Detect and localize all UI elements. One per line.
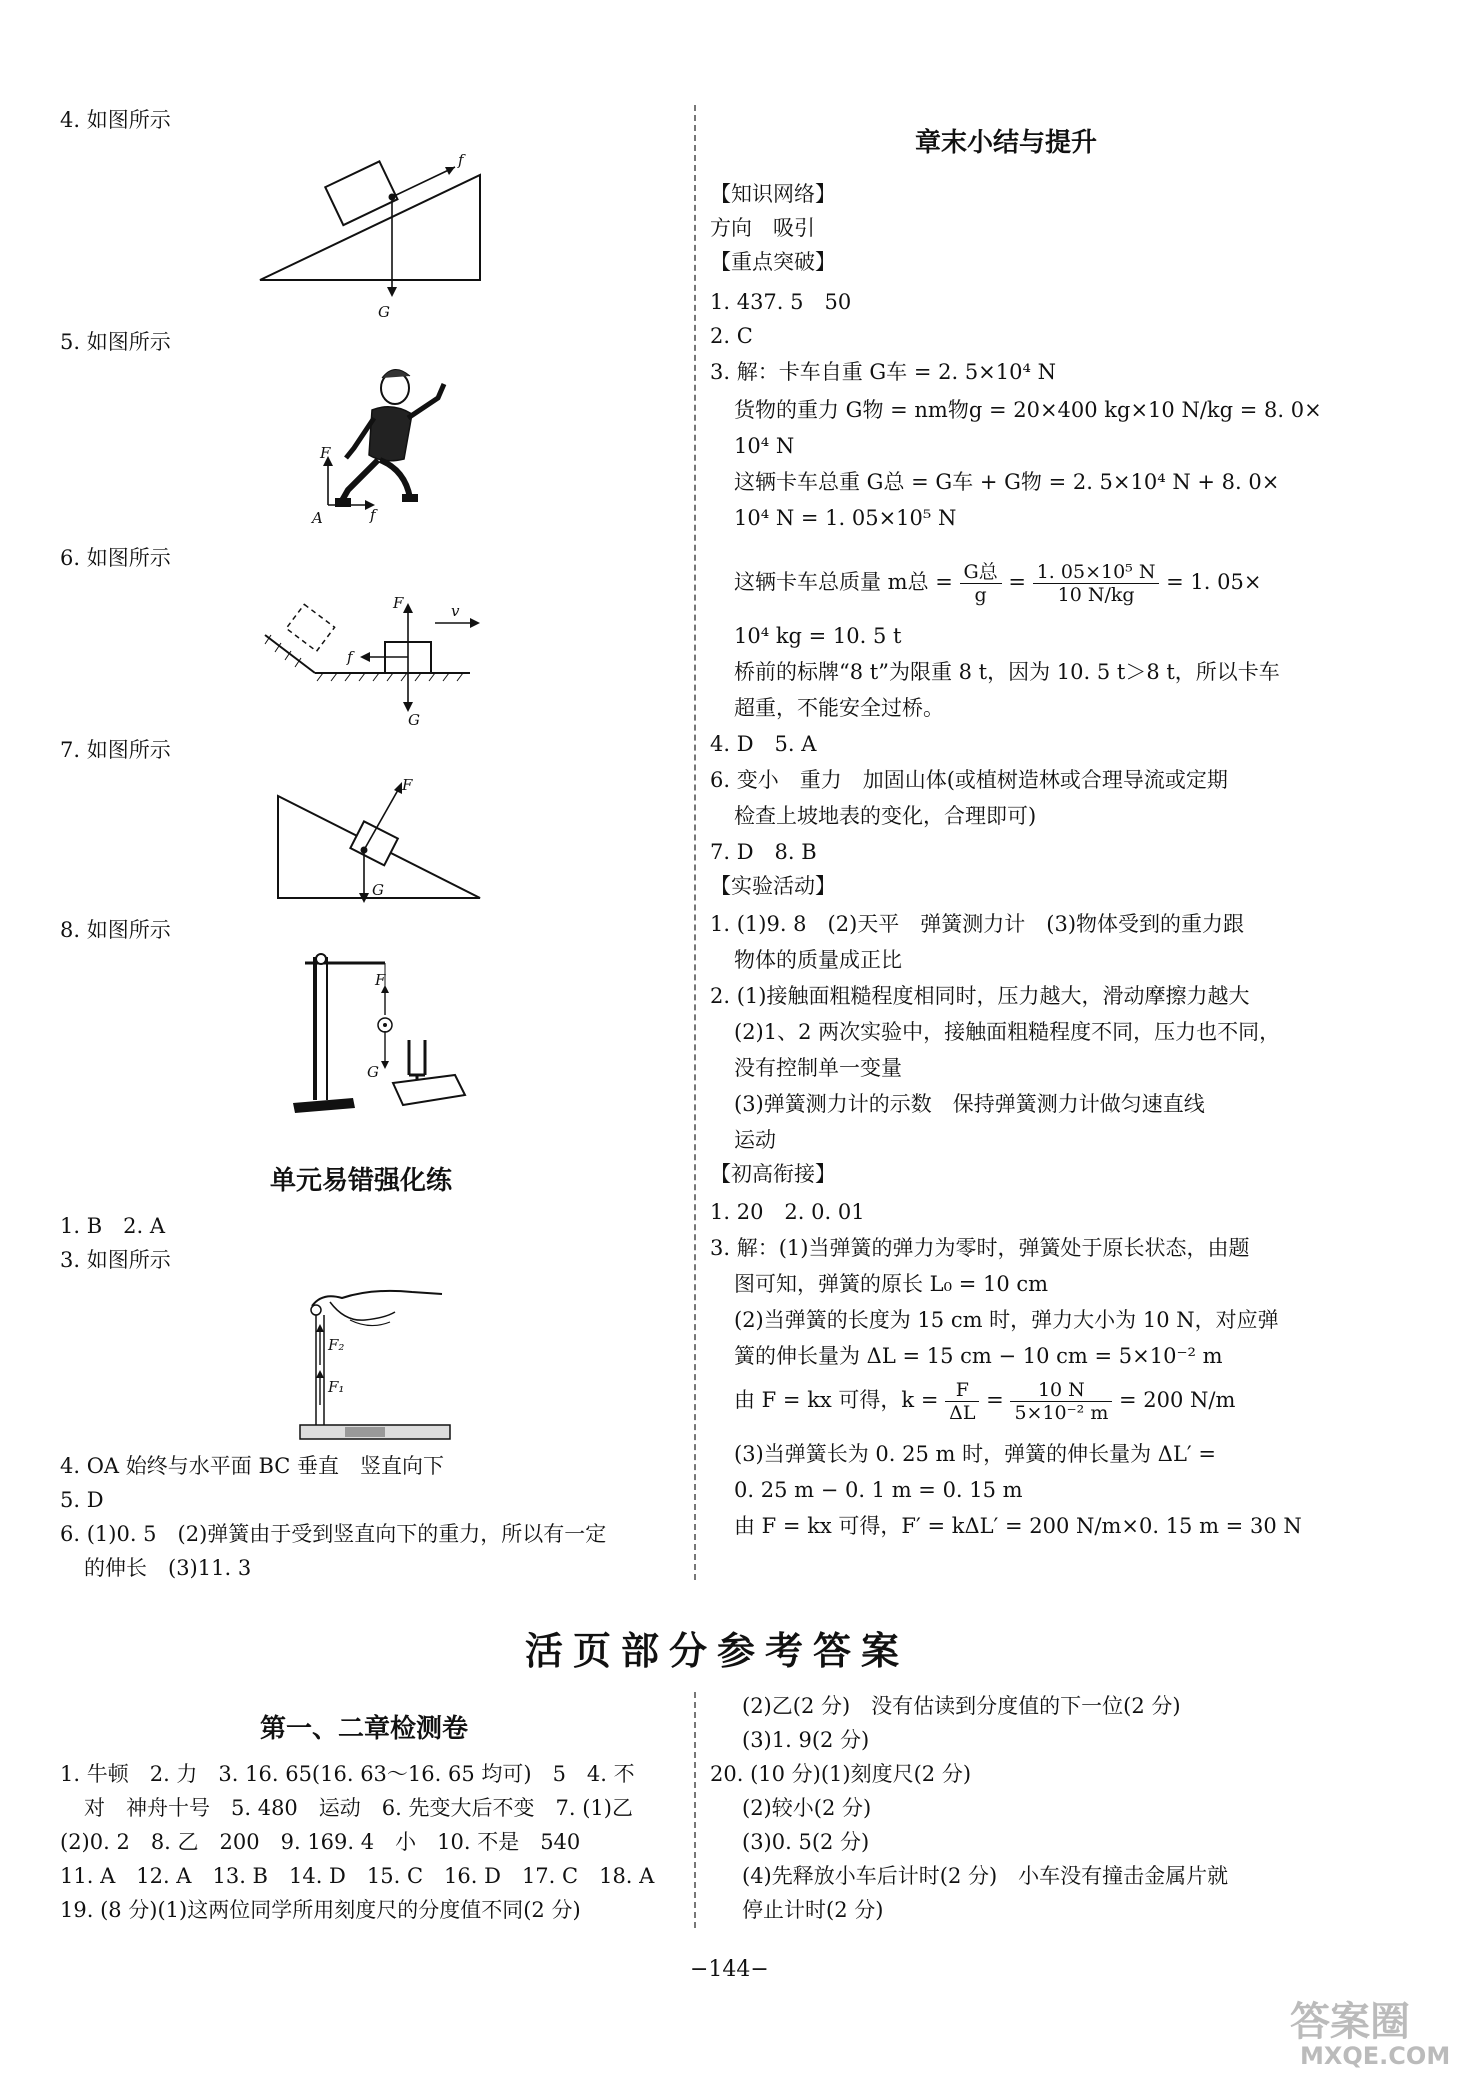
summary-row-15: 检查上坡地表的变化，合理即可) (734, 804, 1037, 828)
exam-right-3: 20. (10 分)(1)刻度尺(2 分) (710, 1762, 972, 1786)
label-v: v (451, 602, 460, 620)
exam-left-4: 11. A 12. A 13. B 14. D 15. C 16. D 17. C 18. A (60, 1864, 655, 1888)
section-title: 活页部分参考答案 (525, 1628, 910, 1673)
answer-4-label: 4. 如图所示 (60, 108, 171, 132)
summary-row-26: 图可知，弹簧的原长 L₀ = 10 cm (734, 1272, 1049, 1296)
summary-row-8: 10⁴ N = 1. 05×10⁵ N (734, 506, 957, 530)
summary-row-29 (734, 1372, 1235, 1428)
frac-num: 10 N (1010, 1379, 1112, 1402)
summary-row-17: 1. (1)9. 8 (2)天平 弹簧测力计 (3)物体受到的重力跟 (710, 912, 1245, 936)
unit-practice-line-1: 1. B 2. A (60, 1214, 166, 1238)
summary-row-6: 10⁴ N (734, 434, 795, 458)
unit-practice-title: 单元易错强化练 (270, 1166, 453, 1196)
block (325, 161, 397, 225)
exam-left-1: 1. 牛顿 2. 力 3. 16. 65(16. 63～16. 65 均可) 5 4. 不 (60, 1762, 635, 1786)
summary-row-12: 超重，不能安全过桥。 (734, 696, 944, 720)
figure-8-pendulum-stand (285, 945, 475, 1120)
fraction-f-dl (945, 1379, 979, 1424)
summary-row-20: (2)1、2 两次实验中，接触面粗糙程度不同，压力也不同， (734, 1020, 1281, 1044)
exam-left-3: (2)0. 2 8. 乙 200 9. 169. 4 小 10. 不是 540 (60, 1830, 581, 1854)
exam-right-4: (2)较小(2 分) (742, 1796, 872, 1820)
exam-right-2: (3)1. 9(2 分) (742, 1728, 870, 1752)
summary-heading-1: 【知识网络】 (710, 182, 836, 206)
label-f: f (458, 151, 464, 169)
unit-practice-line-5: 6. (1)0. 5 (2)弹簧由于受到竖直向下的重力，所以有一定 (60, 1522, 607, 1546)
frac-num: G总 (960, 561, 1002, 584)
figure-hand-spring (290, 1280, 460, 1450)
summary-row-19: 2. (1)接触面粗糙程度相同时，压力越大，滑动摩擦力越大 (710, 984, 1250, 1008)
summary-title: 章末小结与提升 (915, 128, 1098, 158)
summary-row-16: 7. D 8. B (710, 840, 817, 864)
exam-right-6: (4)先释放小车后计时(2 分) 小车没有撞击金属片就 (742, 1864, 1229, 1888)
frac-den: g (974, 584, 987, 606)
frac-num: F (945, 1379, 979, 1402)
summary-row-30: (3)当弹簧长为 0. 25 m 时，弹簧的伸长量为 ΔL′ = (734, 1442, 1216, 1466)
frac-den: 5×10⁻² m (1014, 1402, 1109, 1424)
summary-row-4: 3. 解：卡车自重 G车 = 2. 5×10⁴ N (710, 360, 1056, 384)
summary-row-5: 货物的重力 G物 = nm物g = 20×400 kg×10 N/kg = 8. 0× (734, 398, 1322, 422)
label-A: A (312, 509, 323, 527)
answer-7-label: 7. 如图所示 (60, 738, 171, 762)
figure-5-runner (300, 360, 450, 530)
summary-row-2: 1. 437. 5 50 (710, 290, 852, 314)
label-f: f (370, 506, 376, 524)
summary-heading-3: 【实验活动】 (710, 874, 836, 898)
summary-row-22: (3)弹簧测力计的示数 保持弹簧测力计做匀速直线 (734, 1092, 1205, 1116)
summary-heading-2: 【重点突破】 (710, 250, 836, 274)
column-divider-top (694, 105, 696, 1580)
figure-6-block-on-ground (255, 590, 490, 729)
exam-title: 第一、二章检测卷 (260, 1714, 469, 1744)
exam-right-7: 停止计时(2 分) (742, 1898, 884, 1922)
column-divider-bottom (694, 1692, 696, 1928)
frac-den: 10 N/kg (1057, 584, 1135, 606)
watermark-logo: 答案圈 (1290, 1999, 1410, 2045)
label-G: G (367, 1063, 379, 1081)
summary-row-28: 簧的伸长量为 ΔL = 15 cm − 10 cm = 5×10⁻² m (734, 1344, 1223, 1368)
answer-6-label: 6. 如图所示 (60, 546, 171, 570)
label-F2: F₂ (328, 1336, 345, 1354)
summary-heading-4: 【初高衔接】 (710, 1162, 836, 1186)
block (350, 821, 397, 865)
label-g: G (378, 303, 390, 321)
exam-left-2: 对 神舟十号 5. 480 运动 6. 先变大后不变 7. (1)乙 (84, 1796, 633, 1820)
answer-5-label: 5. 如图所示 (60, 330, 171, 354)
summary-row-14: 6. 变小 重力 加固山体(或植树造林或合理导流或定期 (710, 768, 1228, 792)
label-F1: F₁ (328, 1378, 345, 1396)
figure-4-incline-block (250, 135, 490, 320)
figure-7-incline-block (270, 768, 490, 908)
label-G: G (372, 881, 384, 899)
label-G: G (408, 711, 420, 729)
answer-8-label: 8. 如图所示 (60, 918, 171, 942)
summary-row-25: 3. 解：(1)当弹簧的弹力为零时，弹簧处于原长状态，由题 (710, 1236, 1250, 1260)
k-prefix: 由 F = kx 可得，k = (734, 1388, 939, 1412)
fraction-k-value (1010, 1379, 1112, 1424)
exam-left-5: 19. (8 分)(1)这两位同学所用刻度尺的分度值不同(2 分) (60, 1898, 581, 1922)
fraction-g-total (960, 561, 1002, 606)
frac-num: 1. 05×10⁵ N (1033, 561, 1160, 584)
label-F: F (402, 776, 413, 794)
summary-row-23: 运动 (734, 1128, 776, 1152)
summary-row-24: 1. 20 2. 0. 01 (710, 1200, 865, 1224)
summary-row-18: 物体的质量成正比 (734, 948, 902, 972)
mass-result: = 1. 05× (1166, 570, 1262, 594)
page-number: −144− (690, 1957, 769, 1982)
label-f: f (347, 648, 353, 666)
k-result: = 200 N/m (1119, 1388, 1236, 1412)
summary-row-7: 这辆卡车总重 G总 = G车 + G物 = 2. 5×10⁴ N + 8. 0× (734, 470, 1280, 494)
label-F: F (393, 594, 404, 612)
unit-practice-line-6: 的伸长 (3)11. 3 (84, 1556, 252, 1580)
summary-row-10: 10⁴ kg = 10. 5 t (734, 624, 902, 648)
summary-row-11: 桥前的标牌“8 t”为限重 8 t，因为 10. 5 t＞8 t，所以卡车 (734, 660, 1280, 684)
mass-prefix: 这辆卡车总质量 m总 = (734, 570, 953, 594)
unit-practice-line-4: 5. D (60, 1488, 104, 1512)
equals: = (986, 1388, 1004, 1412)
exam-right-5: (3)0. 5(2 分) (742, 1830, 870, 1854)
fraction-value (1033, 561, 1160, 606)
summary-row-27: (2)当弹簧的长度为 15 cm 时，弹力大小为 10 N，对应弹 (734, 1308, 1279, 1332)
equals: = (1008, 570, 1027, 594)
unit-practice-line-3: 4. OA 始终与水平面 BC 垂直 竖直向下 (60, 1454, 445, 1478)
summary-row-9 (734, 554, 1261, 610)
summary-row-32: 由 F = kx 可得，F′ = kΔL′ = 200 N/m×0. 15 m = 30 N (734, 1514, 1302, 1538)
frac-den: ΔL (949, 1402, 976, 1424)
watermark-url: MXQE.COM (1300, 2042, 1451, 2070)
label-F: F (320, 444, 331, 462)
exam-right-1: (2)乙(2 分) 没有估读到分度值的下一位(2 分) (742, 1694, 1181, 1718)
label-F: F (375, 971, 386, 989)
summary-row-21: 没有控制单一变量 (734, 1056, 902, 1080)
summary-row-31: 0. 25 m − 0. 1 m = 0. 15 m (734, 1478, 1023, 1502)
unit-practice-line-2: 3. 如图所示 (60, 1248, 171, 1272)
summary-row-3: 2. C (710, 324, 753, 348)
summary-row-13: 4. D 5. A (710, 732, 817, 756)
summary-row-1: 方向 吸引 (710, 216, 815, 240)
